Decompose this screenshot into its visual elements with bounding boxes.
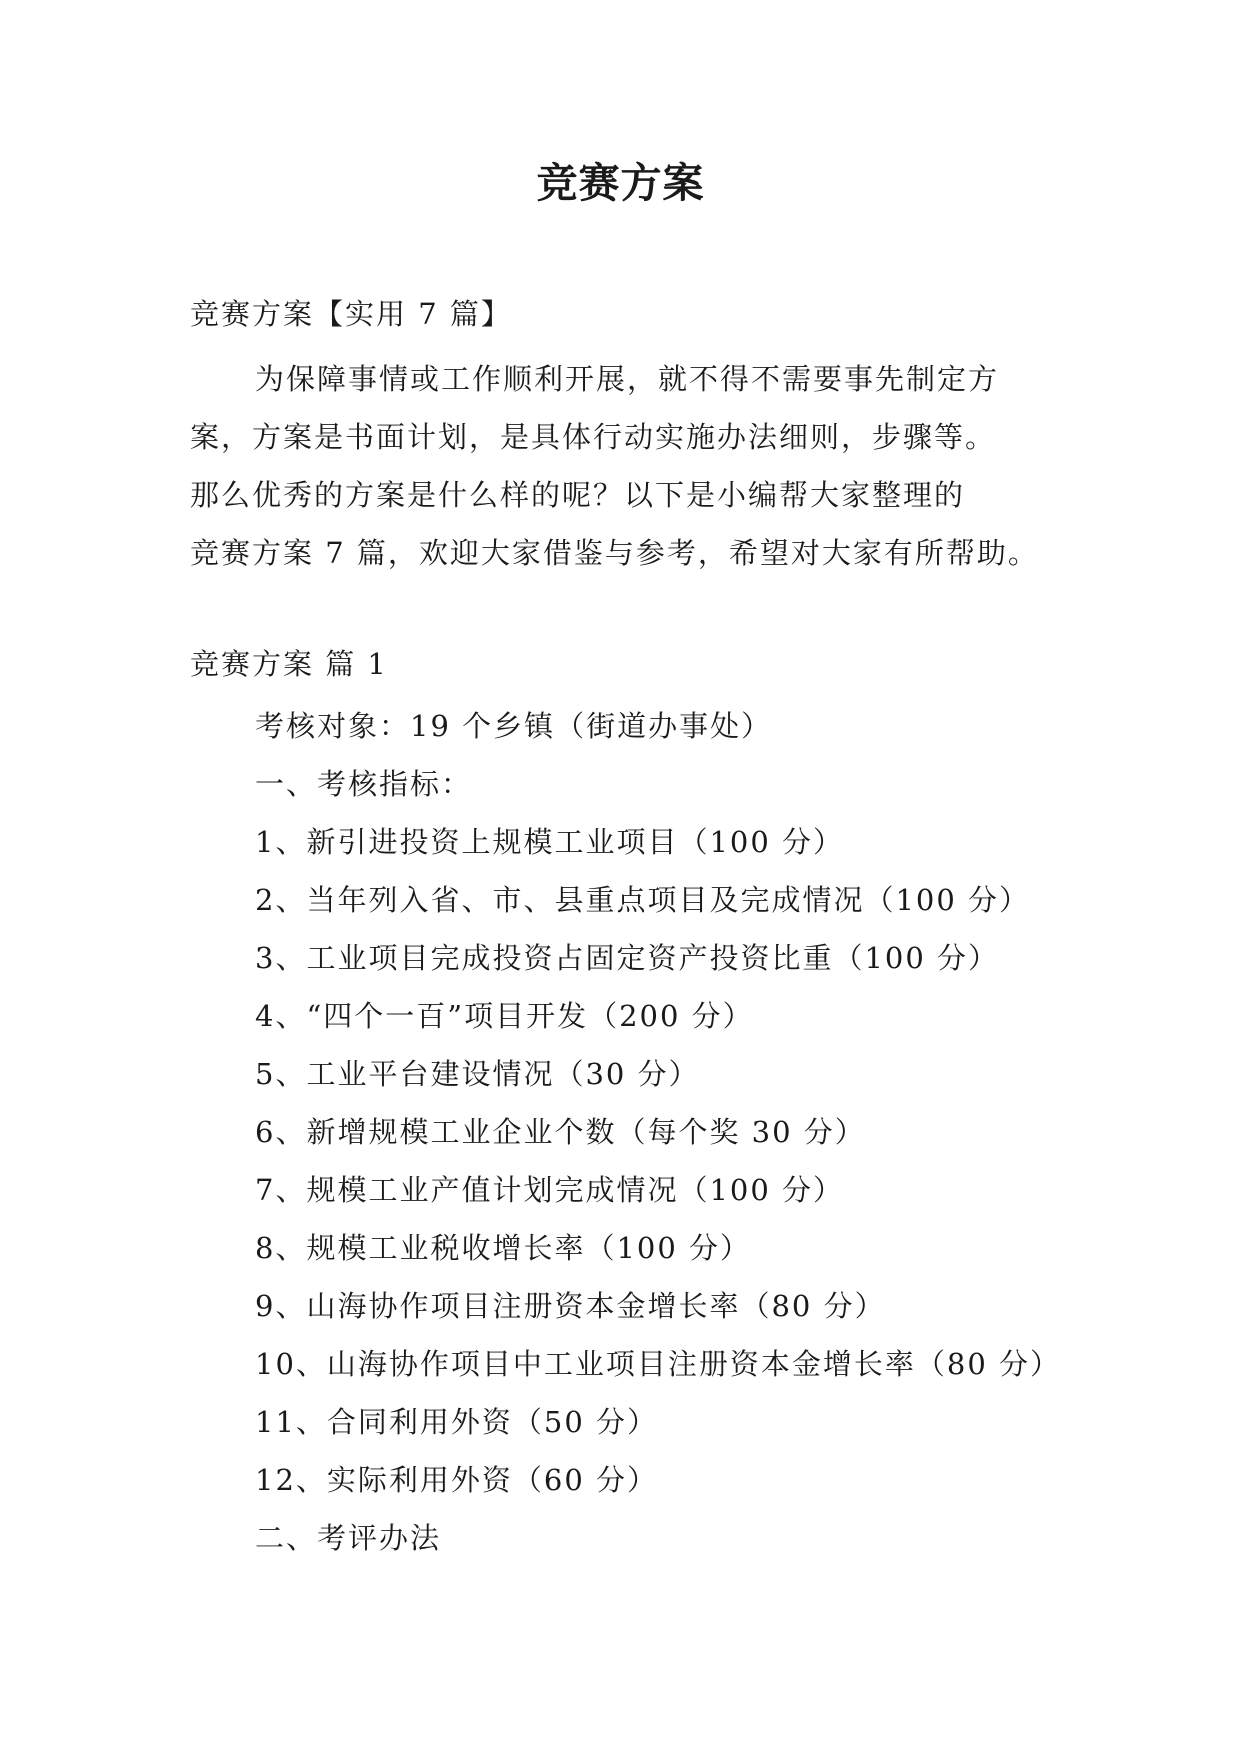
list-item: 6、新增规模工业企业个数（每个奖 30 分）: [255, 1115, 866, 1149]
list-item: 11、合同利用外资（50 分）: [255, 1405, 659, 1439]
list-item: 10、山海协作项目中工业项目注册资本金增长率（80 分）: [255, 1347, 1062, 1381]
list-item: 4、“四个一百”项目开发（200 分）: [255, 999, 754, 1033]
list-item: 7、规模工业产值计划完成情况（100 分）: [255, 1173, 845, 1207]
intro-line: 为保障事情或工作顺利开展，就不得不需要事先制定方: [255, 362, 1000, 396]
intro-line: 案，方案是书面计划，是具体行动实施办法细则，步骤等。: [190, 420, 997, 454]
list-item: 5、工业平台建设情况（30 分）: [255, 1057, 700, 1091]
intro-paragraph: [190, 350, 1070, 582]
assessment-list: [190, 697, 1070, 1567]
list-item: 8、规模工业税收增长率（100 分）: [255, 1231, 752, 1265]
list-item: 一、考核指标：: [255, 767, 473, 801]
list-item: 9、山海协作项目注册资本金增长率（80 分）: [255, 1289, 886, 1323]
intro-line: 竞赛方案 7 篇，欢迎大家借鉴与参考，希望对大家有所帮助。: [190, 536, 1039, 570]
list-item: 12、实际利用外资（60 分）: [255, 1463, 659, 1497]
list-item: 3、工业项目完成投资占固定资产投资比重（100 分）: [255, 941, 1000, 975]
list-item: 2、当年列入省、市、县重点项目及完成情况（100 分）: [255, 883, 1031, 917]
document-title: 竞赛方案: [536, 159, 705, 207]
section-heading: 竞赛方案 篇 1: [190, 647, 388, 681]
list-item: 1、新引进投资上规模工业项目（100 分）: [255, 825, 845, 859]
list-item: 二、考评办法: [255, 1521, 442, 1555]
intro-line: 那么优秀的方案是什么样的呢？以下是小编帮大家整理的: [190, 478, 966, 512]
list-item: 考核对象：19 个乡镇（街道办事处）: [255, 709, 773, 743]
document-subtitle: 竞赛方案【实用 7 篇】: [190, 297, 512, 331]
